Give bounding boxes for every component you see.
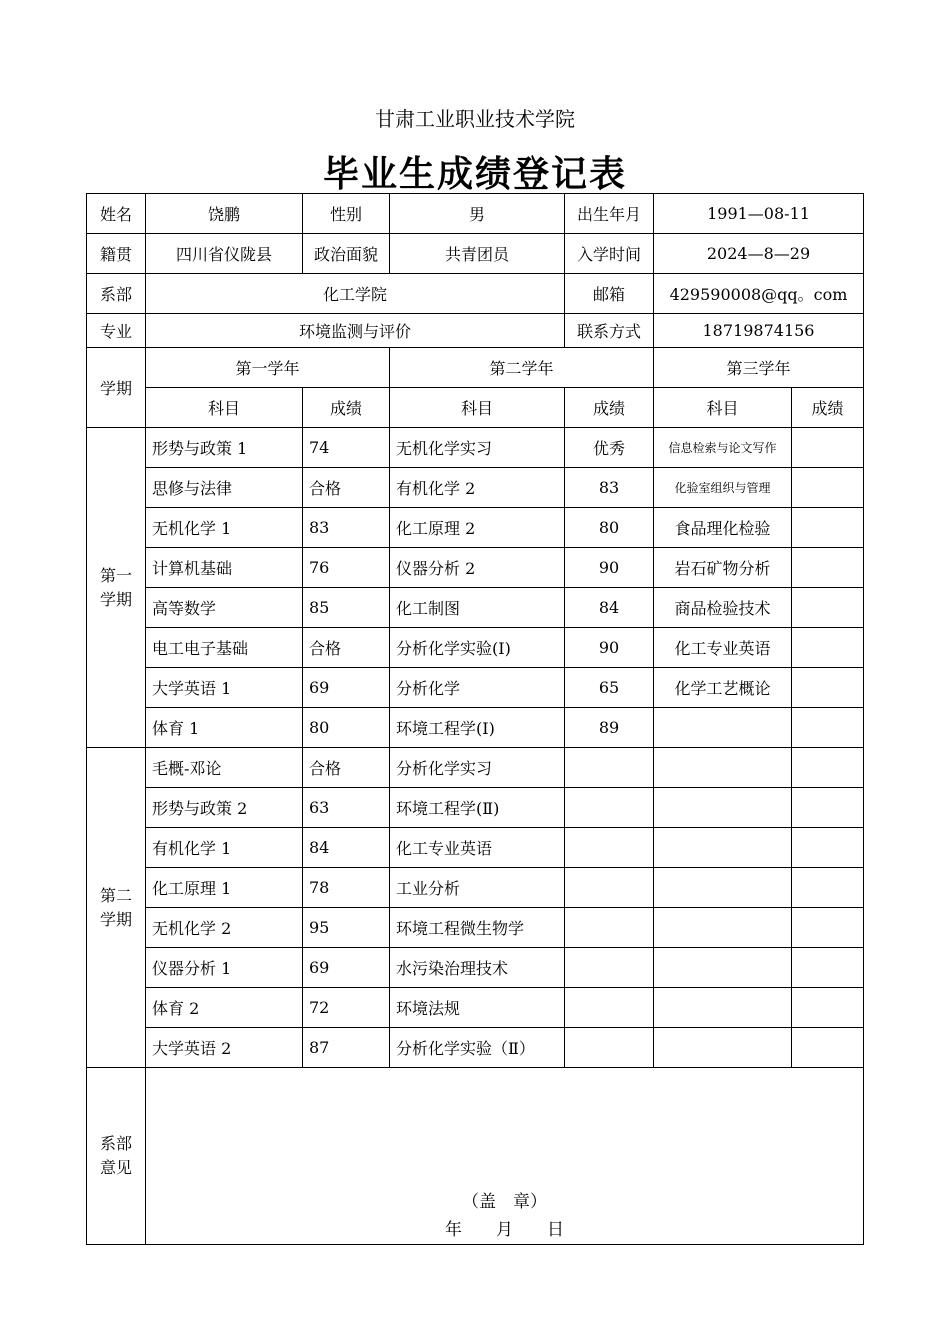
table-row	[87, 508, 864, 548]
score-cell: 合格	[303, 468, 390, 508]
major-value: 环境监测与评价	[146, 314, 565, 348]
score-cell	[565, 908, 654, 948]
opinion-label-line: 系部	[99, 1134, 132, 1153]
opinion-label	[87, 1068, 146, 1245]
course-cell: 体育 2	[146, 988, 303, 1028]
course-cell: 有机化学 2	[390, 468, 565, 508]
score-cell: 83	[565, 468, 654, 508]
opinion-label-line: 意见	[99, 1158, 132, 1177]
score-cell: 72	[303, 988, 390, 1028]
score-cell	[565, 788, 654, 828]
course-cell: 环境工程学(Ⅱ)	[390, 788, 565, 828]
table-row	[87, 748, 864, 788]
course-cell: 无机化学 2	[146, 908, 303, 948]
course-cell: 仪器分析 2	[390, 548, 565, 588]
form-title: 毕业生成绩登记表	[322, 153, 627, 195]
semester-2-label	[87, 748, 146, 1068]
subject-header: 科目	[654, 388, 792, 428]
table-row	[87, 908, 864, 948]
course-cell: 仪器分析 1	[146, 948, 303, 988]
name-label: 姓名	[87, 194, 146, 234]
subject-header: 科目	[146, 388, 303, 428]
course-cell: 水污染治理技术	[390, 948, 565, 988]
info-row-2	[87, 234, 864, 274]
enroll-value: 2024—8—29	[654, 234, 864, 274]
course-cell: 思修与法律	[146, 468, 303, 508]
major-label: 专业	[87, 314, 146, 348]
table-row	[87, 708, 864, 748]
score-cell: 85	[303, 588, 390, 628]
dept-label: 系部	[87, 274, 146, 314]
info-row-1	[87, 194, 864, 234]
score-cell	[792, 988, 864, 1028]
course-cell: 信息检索与论文写作	[654, 428, 792, 468]
course-cell: 分析化学	[390, 668, 565, 708]
table-row	[87, 828, 864, 868]
year-header-row	[87, 348, 864, 388]
table-row	[87, 588, 864, 628]
course-cell: 化工专业英语	[390, 828, 565, 868]
score-cell: 95	[303, 908, 390, 948]
birth-value: 1991—08-11	[654, 194, 864, 234]
table-row	[87, 668, 864, 708]
score-cell: 84	[565, 588, 654, 628]
course-cell: 有机化学 1	[146, 828, 303, 868]
score-cell	[565, 828, 654, 868]
score-header: 成绩	[303, 388, 390, 428]
semester-label-line: 第一	[99, 565, 132, 585]
email-label: 邮箱	[565, 274, 654, 314]
semester-label-line: 第二	[99, 885, 132, 905]
score-cell	[792, 1028, 864, 1068]
score-cell	[792, 708, 864, 748]
course-cell: 环境工程微生物学	[390, 908, 565, 948]
score-cell	[792, 668, 864, 708]
course-cell	[654, 988, 792, 1028]
seal-text: （盖 章）	[462, 1192, 547, 1212]
date-line: 年 月 日	[445, 1220, 564, 1240]
score-cell: 80	[565, 508, 654, 548]
year1-header: 第一学年	[146, 348, 390, 388]
score-cell	[565, 988, 654, 1028]
score-cell	[792, 908, 864, 948]
email-value: 429590008@qq。com	[654, 274, 864, 314]
course-cell: 商品检验技术	[654, 588, 792, 628]
name-value: 饶鹏	[146, 194, 303, 234]
course-cell: 无机化学 1	[146, 508, 303, 548]
course-cell: 分析化学实习	[390, 748, 565, 788]
politics-label: 政治面貌	[303, 234, 390, 274]
semester-1-label	[87, 428, 146, 748]
course-cell	[654, 828, 792, 868]
course-cell: 化工原理 2	[390, 508, 565, 548]
score-cell	[792, 428, 864, 468]
score-cell	[565, 1028, 654, 1068]
table-row	[87, 468, 864, 508]
score-cell: 74	[303, 428, 390, 468]
course-cell	[654, 748, 792, 788]
score-cell: 63	[303, 788, 390, 828]
course-cell	[654, 708, 792, 748]
course-cell: 高等数学	[146, 588, 303, 628]
score-cell: 合格	[303, 748, 390, 788]
score-cell	[792, 748, 864, 788]
course-cell	[654, 788, 792, 828]
score-cell: 合格	[303, 628, 390, 668]
enroll-label: 入学时间	[565, 234, 654, 274]
table-row	[87, 1028, 864, 1068]
course-cell: 毛概-邓论	[146, 748, 303, 788]
score-cell: 83	[303, 508, 390, 548]
score-cell	[565, 948, 654, 988]
table-row	[87, 988, 864, 1028]
score-cell: 65	[565, 668, 654, 708]
birth-label: 出生年月	[565, 194, 654, 234]
table-row	[87, 428, 864, 468]
course-cell: 食品理化检验	[654, 508, 792, 548]
opinion-row	[87, 1068, 864, 1245]
table-row	[87, 628, 864, 668]
grade-registration-table	[86, 193, 864, 1245]
course-cell: 化验室组织与管理	[654, 468, 792, 508]
gender-value: 男	[390, 194, 565, 234]
course-cell: 大学英语 1	[146, 668, 303, 708]
course-cell: 分析化学实验(I)	[390, 628, 565, 668]
score-cell: 89	[565, 708, 654, 748]
semester-label-line: 学期	[99, 909, 132, 929]
term-header: 学期	[87, 348, 146, 428]
course-cell: 环境法规	[390, 988, 565, 1028]
score-header: 成绩	[565, 388, 654, 428]
school-name: 甘肃工业职业技术学院	[375, 107, 575, 131]
score-cell	[792, 548, 864, 588]
score-cell: 78	[303, 868, 390, 908]
origin-label: 籍贯	[87, 234, 146, 274]
score-cell	[792, 468, 864, 508]
course-cell	[654, 908, 792, 948]
info-row-3	[87, 274, 864, 314]
info-row-4	[87, 314, 864, 348]
score-cell	[792, 588, 864, 628]
score-cell: 90	[565, 548, 654, 588]
score-cell	[792, 868, 864, 908]
politics-value: 共青团员	[390, 234, 565, 274]
course-cell: 计算机基础	[146, 548, 303, 588]
table-row	[87, 948, 864, 988]
score-cell	[565, 868, 654, 908]
course-cell: 化工原理 1	[146, 868, 303, 908]
score-cell: 69	[303, 948, 390, 988]
gender-label: 性别	[303, 194, 390, 234]
course-cell: 化学工艺概论	[654, 668, 792, 708]
score-cell	[792, 788, 864, 828]
score-cell: 87	[303, 1028, 390, 1068]
course-cell: 形势与政策 1	[146, 428, 303, 468]
dept-value: 化工学院	[146, 274, 565, 314]
table-row	[87, 788, 864, 828]
course-cell: 大学英语 2	[146, 1028, 303, 1068]
score-cell	[565, 748, 654, 788]
score-cell	[792, 948, 864, 988]
course-cell: 分析化学实验（Ⅱ）	[390, 1028, 565, 1068]
course-cell: 无机化学实习	[390, 428, 565, 468]
opinion-content	[146, 1068, 864, 1245]
origin-value: 四川省仪陇县	[146, 234, 303, 274]
course-cell: 环境工程学(I)	[390, 708, 565, 748]
score-cell: 90	[565, 628, 654, 668]
table-row	[87, 548, 864, 588]
score-cell: 69	[303, 668, 390, 708]
course-cell	[654, 1028, 792, 1068]
score-cell	[792, 508, 864, 548]
contact-label: 联系方式	[565, 314, 654, 348]
score-cell	[792, 628, 864, 668]
score-cell	[792, 828, 864, 868]
course-cell: 化工专业英语	[654, 628, 792, 668]
subject-header-row	[87, 388, 864, 428]
year3-header: 第三学年	[654, 348, 864, 388]
score-header: 成绩	[792, 388, 864, 428]
score-cell: 优秀	[565, 428, 654, 468]
course-cell: 化工制图	[390, 588, 565, 628]
semester-label-line: 学期	[99, 589, 132, 609]
table-row	[87, 868, 864, 908]
score-cell: 80	[303, 708, 390, 748]
course-cell: 电工电子基础	[146, 628, 303, 668]
course-cell	[654, 948, 792, 988]
course-cell: 工业分析	[390, 868, 565, 908]
course-cell	[654, 868, 792, 908]
course-cell: 体育 1	[146, 708, 303, 748]
score-cell: 76	[303, 548, 390, 588]
year2-header: 第二学年	[390, 348, 654, 388]
score-cell: 84	[303, 828, 390, 868]
contact-value: 18719874156	[654, 314, 864, 348]
course-cell: 岩石矿物分析	[654, 548, 792, 588]
course-cell: 形势与政策 2	[146, 788, 303, 828]
subject-header: 科目	[390, 388, 565, 428]
